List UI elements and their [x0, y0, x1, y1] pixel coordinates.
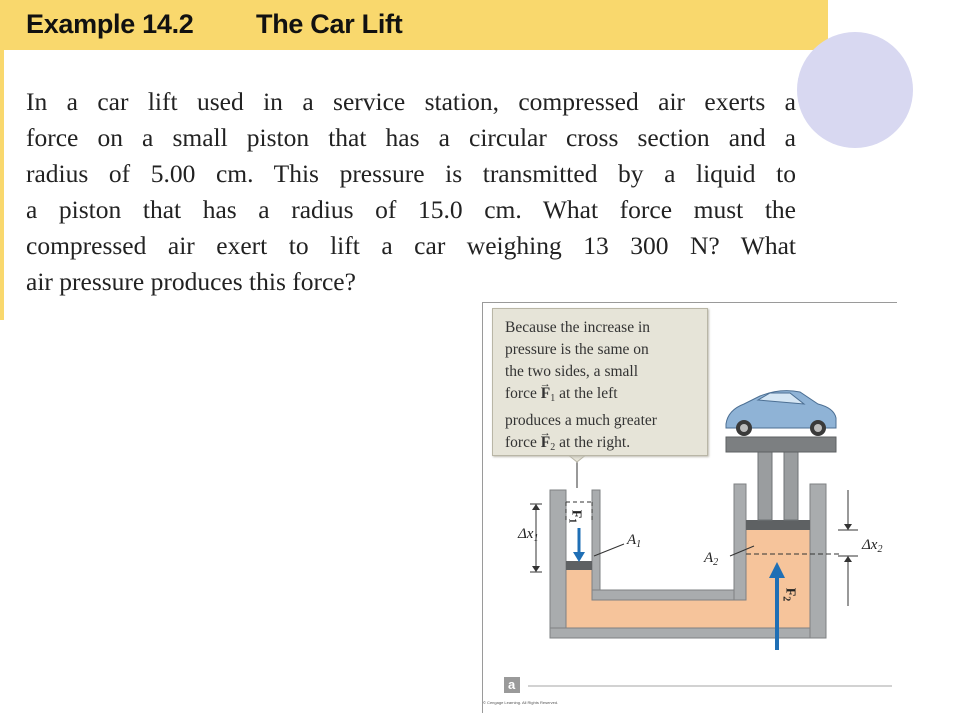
vessel-right-inner-wall [734, 484, 746, 600]
vessel-right-outer-wall [810, 484, 826, 638]
example-title: The Car Lift [256, 9, 403, 39]
example-label: Example 14.2 [26, 9, 194, 39]
dx2-label: $\Delta x_2$ [862, 537, 883, 555]
piston-rod-left [758, 452, 772, 520]
callout-line: at the left [559, 385, 618, 402]
car-icon [726, 391, 836, 436]
problem-line: force on a small piston that has a circular cross section and a [26, 123, 796, 152]
large-piston [746, 520, 810, 530]
piston-rod-right [784, 452, 798, 520]
a1-label: $A_1$ [627, 532, 642, 550]
problem-line: In a car lift used in a service station, compressed air exerts a [26, 87, 796, 116]
callout-line: produces a much greater [505, 412, 657, 429]
callout-f1-symbol: → F [541, 385, 550, 402]
a2-label: $A_2$ [704, 550, 719, 568]
callout-line: pressure is the same on [505, 341, 649, 358]
lift-platform [726, 437, 836, 452]
problem-line: air pressure produces this force? [26, 267, 356, 296]
small-piston [566, 561, 592, 570]
f1-label: $F_1$ [566, 509, 584, 524]
callout-line: Because the increase in [505, 319, 651, 336]
callout-line: the two sides, a small [505, 363, 639, 380]
callout-word: force [505, 385, 537, 402]
vessel-left-inner-wall [592, 490, 600, 600]
problem-line: a piston that has a radius of 15.0 cm. What force must the [26, 195, 796, 224]
vessel-left-outer-wall [550, 490, 566, 638]
callout-word: force [505, 434, 537, 451]
panel-letter: a [508, 677, 516, 692]
vessel-middle-wall [592, 590, 738, 600]
problem-line: compressed air exert to lift a car weighing 13 300 N? What [26, 231, 796, 260]
callout-line: at the right. [559, 434, 631, 451]
explanation-callout: Because the increase in pressure is the same on the two sides, a small force → $F_1$ at the left produces a much greater force → $F_2$ at the right. [492, 308, 708, 456]
callout-f2-symbol: → F [541, 434, 550, 451]
vessel-bottom-wall [550, 628, 826, 638]
f2-label: $F_2$ [780, 587, 798, 602]
problem-line: radius of 5.00 cm. This pressure is transmitted by a liquid to [26, 159, 796, 188]
copyright-text: © Cengage Learning. All Rights Reserved. [483, 700, 559, 705]
dx1-label: $\Delta x_1$ [518, 526, 539, 544]
